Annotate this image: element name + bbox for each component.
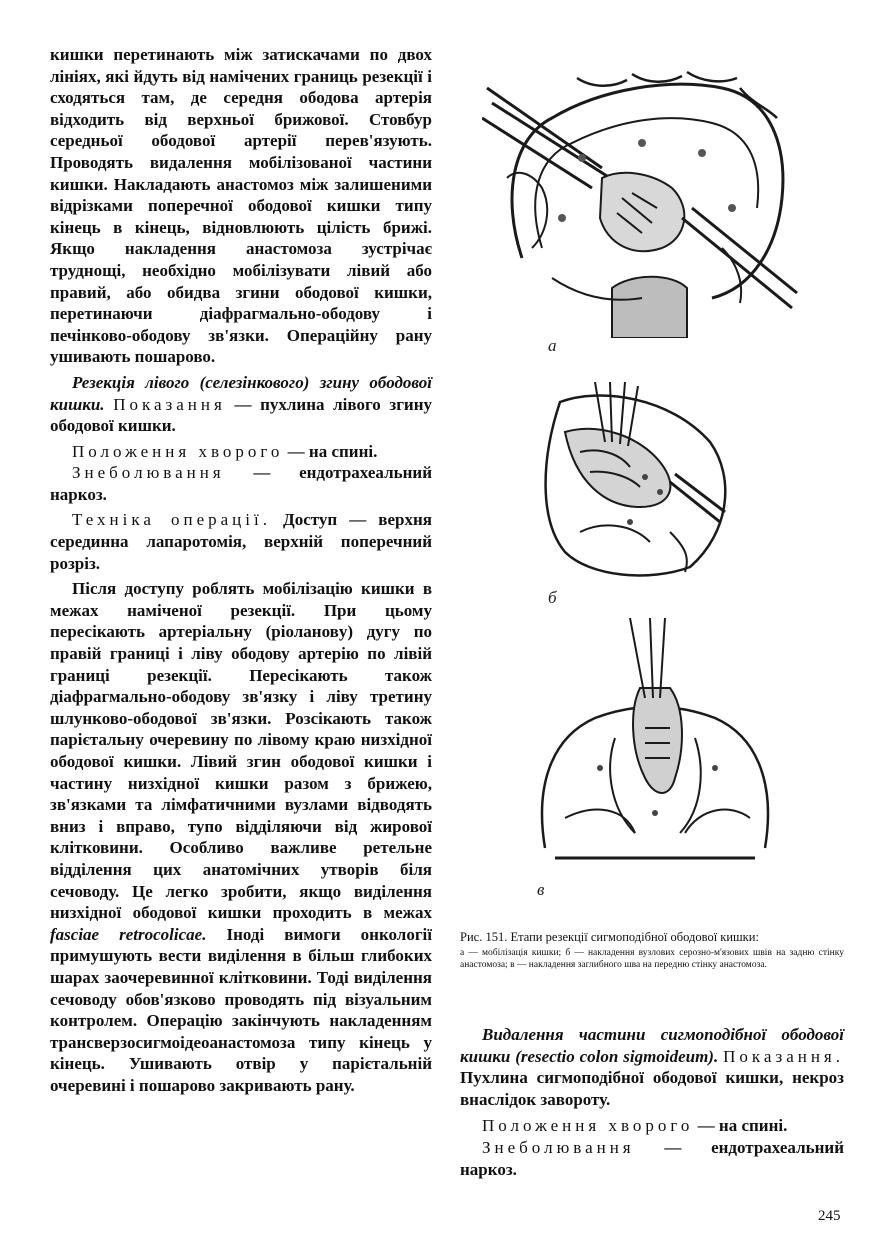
paragraph-6-part-a: Після доступу роблять мобілізацію кишки в межах наміченої резекції. При цьому пересікають артеріальну (ріолановy) дугу по правій границі і ліву ободову артерію по лівій границі резекції. Пересікають також діафрагмально-ободову зв'язку і ліву третину шлунково-ободової зв'язки. Розсікають також парієтальну очеревину по лівому краю низхідної ободової кишки. Лівий згин ободової кишки і частину низхідної кишки разом з брижею, зв'язками та лімфатичними вузлами відводять вниз і вправо, тупо відділяючи від жирової клітковини. Особливо важливе ретельне відділення цих анатомічних утворів біля сечоводу. Це легко зробити, якщо виділення низхідної ободової кишки проходить в межах: [50, 579, 432, 923]
sigmoid-position: [460, 1115, 844, 1137]
technique-label: Техніка операції.: [72, 510, 271, 530]
position-text: — на спині.: [283, 441, 378, 461]
sigmoid-anesthesia-label: Знеболювання: [482, 1137, 635, 1157]
sigmoid-position-text: — на спині.: [693, 1116, 788, 1136]
anesthesia-text: — ендотрахеальний наркоз.: [50, 463, 432, 504]
paragraph-3: [50, 441, 432, 463]
paragraph-6: [50, 578, 432, 1096]
paragraph-4: [50, 462, 432, 505]
surgical-drawing-b: [520, 382, 750, 582]
sigmoid-position-label: Положення хворого: [482, 1116, 694, 1136]
sigmoid-indications-label: Показання.: [723, 1046, 845, 1066]
page-number: 245: [818, 1208, 841, 1224]
section-title-left-flexure: Резекція лівого (селезінкового) згину ободової кишки.: [50, 372, 432, 414]
anesthesia-label: Знеболювання: [72, 463, 225, 483]
right-column-text: [460, 1024, 844, 1180]
paragraph-5: [50, 509, 432, 574]
sigmoid-resection-heading: [460, 1024, 844, 1110]
indications-label: Показання: [113, 394, 226, 414]
paragraph-2: [50, 372, 432, 437]
sigmoid-indications-text: Пухлина сигмоподібної ободової кишки, некроз внаслідок завороту.: [460, 1068, 844, 1109]
paragraph-6-part-b: Іноді вимоги онкології примушують вести виділення в більш глибоких шарах заочеревинної клітковини. Тоді виділення сечоводу обов'язково проводять під візуальним контролем. Операцію закінчують накладенням трансверзосигмоідеоанастомоза типу кінець у кінець. Ушивають отвір у парієтальній очеревині і пошарово закривають рану.: [50, 924, 432, 1095]
indications-text: — пухлина лівого згину ободової кишки.: [50, 394, 433, 436]
illustration-a: [482, 48, 802, 338]
position-label: Положення хворого: [72, 441, 284, 461]
caption-items: а — мобілізація кишки; б — накладення вузлових серозно-м'язових швів на задню стінку анастомоза; в — накладення заглибного шва на передню стінку анастомоза.: [460, 948, 844, 970]
sigmoid-anesthesia: [460, 1137, 844, 1180]
latin-term: fasciae retrocolicae.: [50, 924, 207, 944]
paragraph-1: кишки перетинають між затискачами по двох лініях, які йдуть від намічених границь резекції і сходяться там, де середня ободова артерія відходить від верхньої брижової. Стовбур середньої ободової артерії перев'язують. Проводять видалення мобілізованої частини кишки. Накладають анастомоз між залишеними відрізками поперечної ободової кишки типу кінець в кінець, відновлюють цілість брижі. Якщо накладення анастомоза зустрічає труднощі, необхідно мобілізувати лівий або правий, або обидва згини ободової кишки, перетинаючи діафрагмально-ободову і печінково-ободову зв'язки. Операційну рану ушивають пошарово.: [50, 45, 432, 367]
surgical-drawing-a: [482, 48, 802, 338]
left-column: [50, 44, 432, 1097]
surgical-drawing-c: [535, 618, 775, 868]
sigmoid-anesthesia-text: — ендотрахеальний наркоз.: [460, 1137, 844, 1179]
technique-text: Доступ — верхня серединна лапаротомія, верхній поперечний розріз.: [50, 510, 432, 573]
figure-label-a: а: [548, 336, 557, 355]
figure-label-b: б: [548, 588, 557, 607]
figure-caption: [460, 930, 844, 971]
illustration-b: [520, 382, 750, 582]
figure-label-c: в: [537, 880, 545, 899]
caption-title: Рис. 151. Етапи резекції сигмоподібної ободової кишки:: [460, 930, 759, 944]
sigmoid-heading-text: Видалення частини сигмоподібної ободової кишки (resectio colon sigmoideum).: [460, 1025, 844, 1066]
illustration-c: [535, 618, 775, 868]
